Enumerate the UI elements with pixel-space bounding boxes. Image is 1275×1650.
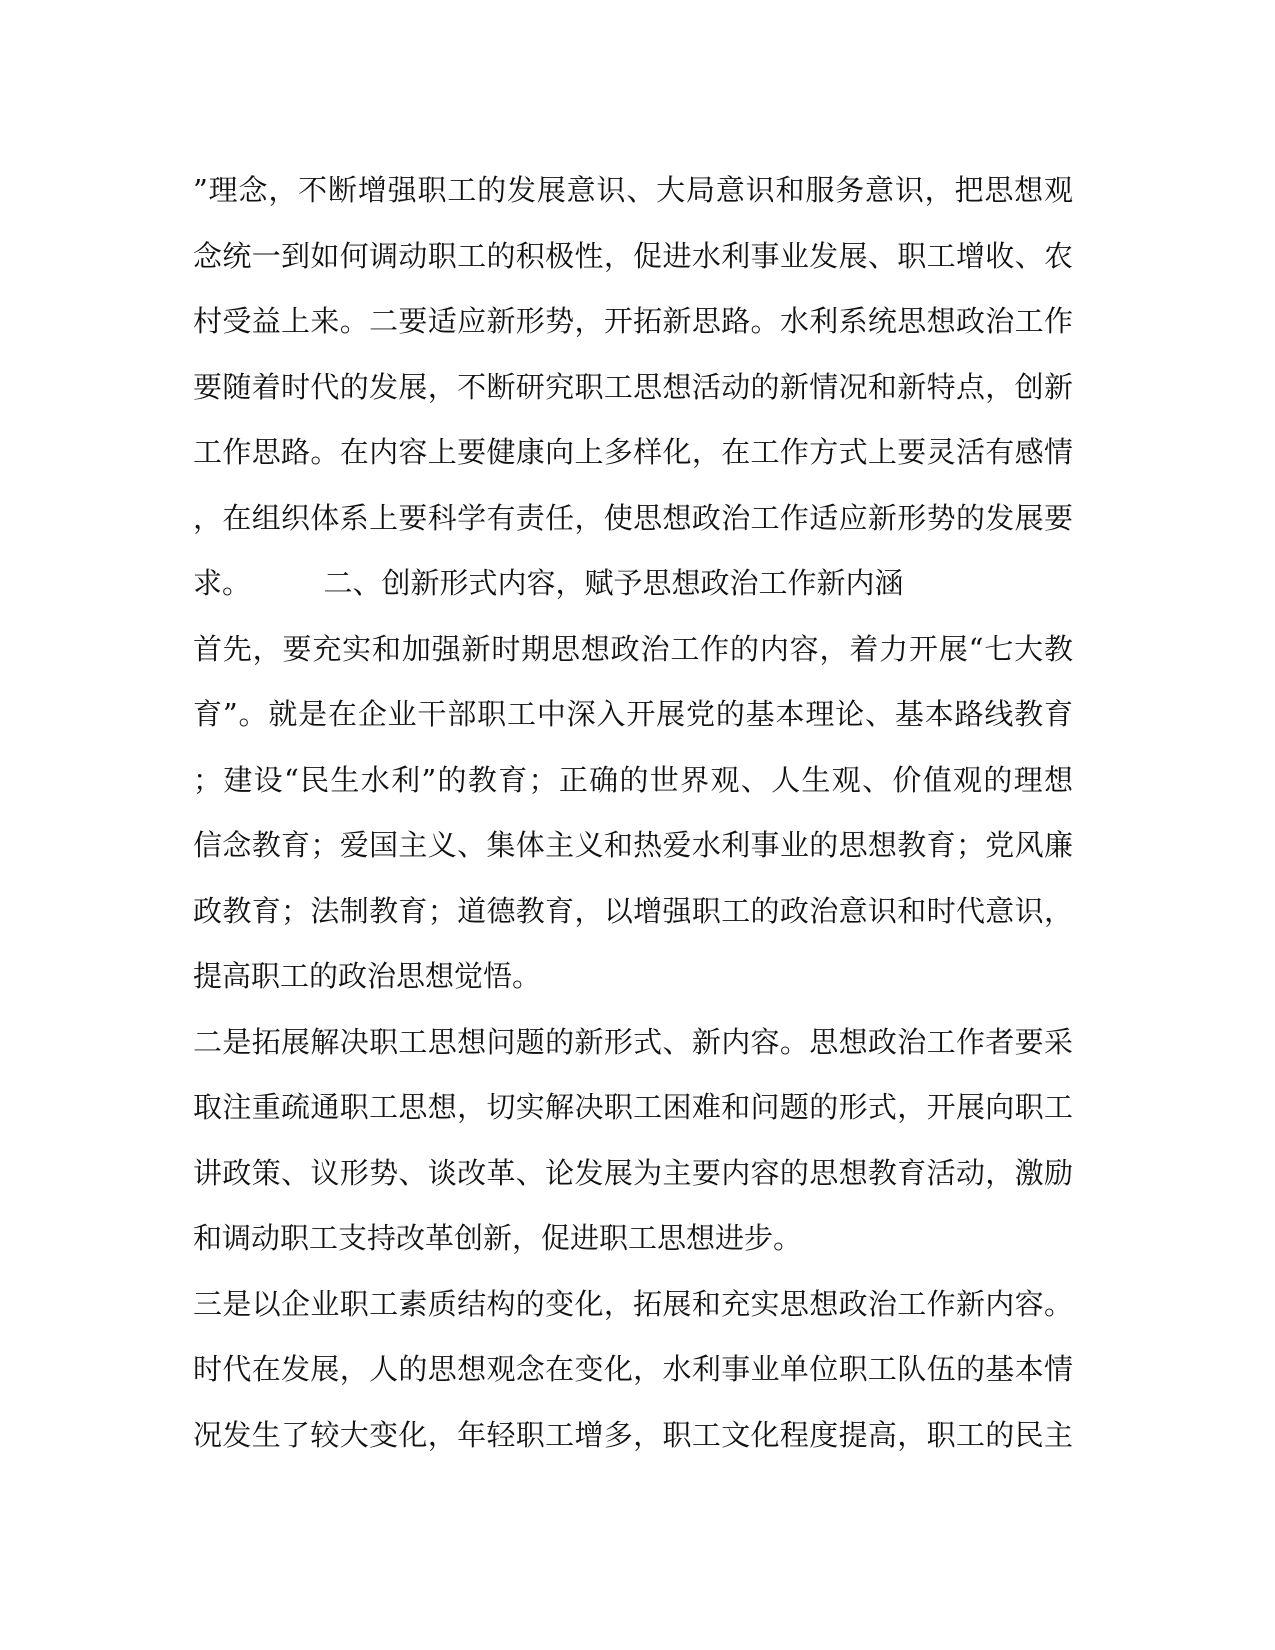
text-line: 讲政策、议形势、谈改革、论发展为主要内容的思想教育活动，激励	[193, 1155, 1073, 1190]
text-line: ，在组织体系上要科学有责任，使思想政治工作适应新形势的发展要	[193, 500, 1073, 535]
text-line: 和调动职工支持改革创新，促进职工思想进步。	[193, 1221, 803, 1255]
text-line: 首先，要充实和加强新时期思想政治工作的内容，着力开展“七大教	[193, 631, 1073, 666]
text-line: 提高职工的政治思想觉悟。	[193, 959, 542, 993]
text-line: ”理念，不断增强职工的发展意识、大局意识和服务意识，把思想观	[193, 173, 1073, 207]
text-line: 要随着时代的发展，不断研究职工思想活动的新情况和新特点，创新	[193, 369, 1073, 404]
text-line: 念统一到如何调动职工的积极性，促进水利事业发展、职工增收、农	[193, 238, 1073, 273]
text-line: 政教育；法制教育；道德教育，以增强职工的政治意识和时代意识，	[193, 893, 1073, 928]
text-line: 取注重疏通职工思想，切实解决职工困难和问题的形式，开展向职工	[193, 1090, 1073, 1124]
text-line: 时代在发展，人的思想观念在变化，水利事业单位职工队伍的基本情	[193, 1352, 1073, 1386]
text-line: 况发生了较大变化，年轻职工增多，职工文化程度提高，职工的民主	[193, 1417, 1073, 1452]
text-line: 村受益上来。二要适应新形势，开拓新思路。水利系统思想政治工作	[193, 304, 1073, 338]
text-line: 信念教育；爱国主义、集体主义和热爱水利事业的思想教育；党风廉	[193, 828, 1073, 862]
text-line: ；建设“民生水利”的教育；正确的世界观、人生观、价值观的理想	[193, 762, 1073, 797]
body-text	[193, 158, 1073, 1468]
text-line: 二是拓展解决职工思想问题的新形式、新内容。思想政治工作者要采	[193, 1024, 1073, 1059]
text-line: 三是以企业职工素质结构的变化，拓展和充实思想政治工作新内容。	[193, 1286, 1073, 1321]
text-line: 工作思路。在内容上要健康向上多样化，在工作方式上要灵活有感情	[193, 435, 1073, 469]
section-heading-line: 求。 二、创新形式内容，赋予思想政治工作新内涵	[193, 566, 904, 600]
text-line: 育”。就是在企业干部职工中深入开展党的基本理论、基本路线教育	[193, 697, 1073, 731]
